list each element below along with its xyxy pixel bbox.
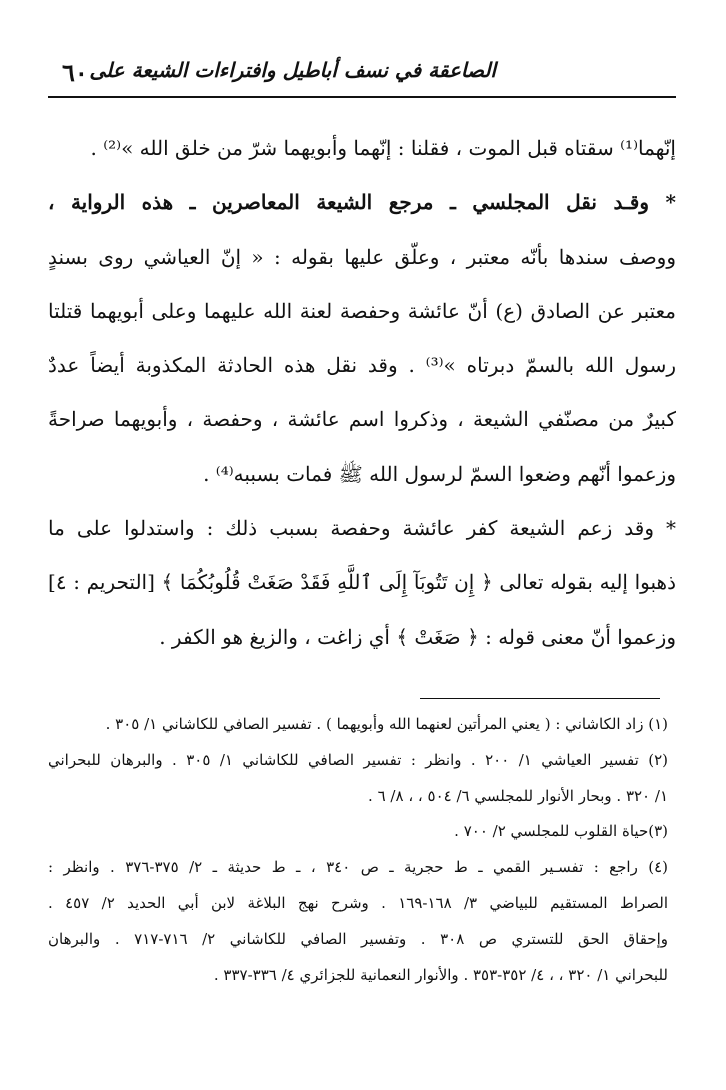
footnote-line: (١) زاد الكاشاني : ( يعني المرأتين لعنهما الله وأبويهما ) . تفسير الصافي للكاشاني ١/ ٣٠٥ . — [105, 715, 668, 733]
body-line: رسول الله بالسمّ دبرتاه »⁽³⁾ . وقد نقل هذه الحادثة المكذوبة أيضاً عددٌ — [48, 353, 676, 378]
body-line: وزعموا أنّ معنى قوله : ﴿ صَغَتْ ﴾ أي زاغت ، والزيغ هو الكفر . — [159, 624, 676, 649]
footnotes — [48, 707, 668, 993]
body-line: * وقد زعم الشيعة كفر عائشة وحفصة بسبب ذلك : واستدلوا على ما — [48, 516, 676, 541]
footnote-line: (٣)حياة القلوب للمجلسي ٢/ ٧٠٠ . — [454, 822, 668, 841]
footnote-line: (٢) تفسير العياشي ١/ ٢٠٠ . وانظر : تفسير الصافي للكاشاني ١/ ٣٠٥ . والبرهان للبحراني — [48, 750, 668, 769]
footnote-line: للبحراني ١/ ٣٢٠ ، ، ٤/ ٣٥٢-٣٥٣ . والأنوار النعمانية للجزائري ٤/ ٣٣٦-٣٣٧ . — [213, 965, 668, 984]
footnote-line: الصراط المستقيم للبياضي ٣/ ١٦٨-١٦٩ . وشرح نهج البلاغة لابن أبي الحديد ٢/ ٤٥٧ . — [48, 893, 668, 912]
body-line: وزعموا أنّهم وضعوا السمّ لرسول الله ﷺ فمات بسببه⁽⁴⁾ . — [203, 461, 676, 486]
body-line: ووصف سندها بأنّه معتبر ، وعلّق عليها بقوله : « إنّ العياشي روى بسندٍ — [48, 244, 676, 269]
footnote-line: (٤) راجع : تفسـير القمي ـ ط حجرية ـ ص ٣٤٠ ، ـ ط حديثة ـ ٢/ ٣٧٥-٣٧٦ . وانظر : — [48, 858, 668, 877]
body-line: كبيرٌ من مصنّفي الشيعة ، وذكروا اسم عائشة ، وحفصة ، وأبويهما صراحةً — [48, 407, 676, 432]
header-rule — [48, 96, 676, 98]
footnote-separator — [420, 698, 660, 699]
body-line: * وقـد نقل المجلسي ـ مرجع الشيعة المعاصرين ـ هذه الرواية ، — [48, 190, 676, 215]
body-text — [48, 128, 676, 671]
running-title: الصاعقة في نسف أباطيل وافتراءات الشيعة على — [89, 58, 496, 82]
body-line: معتبر عن الصادق (ع) أنّ عائشة وحفصة لعنة الله عليهما وعلى أبويهما قتلتا — [48, 298, 676, 323]
footnote-line: ١/ ٣٢٠ . وبحار الأنوار للمجلسي ٦/ ٥٠٤ ، ، ٨/ ٦ . — [368, 786, 668, 805]
body-line: ذهبوا إليه بقوله تعالى ﴿ إِن تَتُوبَآ إِلَى ٱللَّهِ فَقَدْ صَغَتْ قُلُوبُكُمَا ﴾ [التحريم : ٤] — [48, 570, 676, 595]
footnote-line: وإحقاق الحق للتستري ص ٣٠٨ . وتفسير الصافي للكاشاني ٢/ ٧١٦-٧١٧ . والبرهان — [48, 929, 668, 948]
body-line: إنّهما⁽¹⁾ سقتاه قبل الموت ، فقلنا : إنّهما وأبويهما شرّ من خلق الله »⁽²⁾ . — [90, 136, 676, 160]
page-number: ٦٠ — [62, 58, 88, 87]
